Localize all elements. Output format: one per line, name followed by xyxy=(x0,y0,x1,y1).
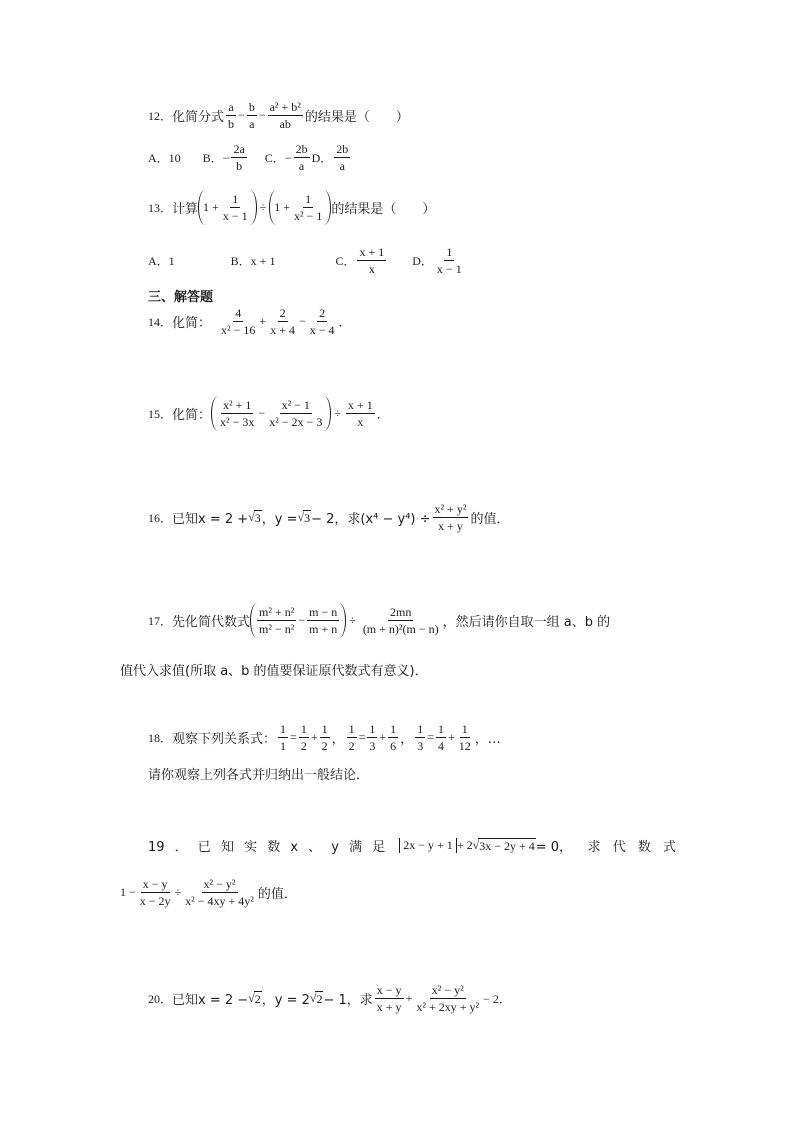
q12-option-c-frac: $\frac{2b}{a}$ xyxy=(295,142,308,173)
q20-frac-2: $\frac{\text{x² − y²}}{\text{x² + 2xy + y²}}$ xyxy=(416,983,480,1014)
q15-paren-group: $\frac{\text{x² + 1}}{\text{x² − 3x}}$ − $\frac{\text{x² − 1}}{\text{x² − 2x − 3}}$ xyxy=(211,396,331,431)
q14-number: 14． xyxy=(148,315,173,329)
question-12: 12． 化简分式 $\frac{a}{b}$ − $\frac{b}{a}$ − $\frac{\text{a² + b²}}{ab}$ 的结果是（ ） xyxy=(148,100,409,131)
q14-prefix: 化简： xyxy=(172,316,212,331)
q20-frac-1: $\frac{x - y}{x + y}$ xyxy=(376,983,402,1014)
question-19: 19 ． 已 知 实 数 x 、 y 满 足 2x − y + 1 + 2 √ 3x − 2y + 4 = 0， 求 代 数 式 xyxy=(148,838,676,855)
q13-option-c-frac: $\frac{x + 1}{x}$ xyxy=(359,245,385,276)
q13-options xyxy=(148,245,466,276)
q17-paren-group: $\frac{\text{m² + n²}}{\text{m² − n²}}$ − $\frac{m - n}{m + n}$ xyxy=(250,603,346,638)
q12-suffix: 的结果是（ ） xyxy=(304,110,409,125)
q17-frac-3: $\frac{2mn}{\text{(m + n)²(m − n)}}$ xyxy=(362,605,439,636)
q13-number: 13． xyxy=(148,201,173,215)
question-20: 20． 已知x = 2 − √ 2 ，y = 2 √ 2 − 1，求 $\frac{x - y}{x + y}$ + $\frac{\text{x² − y²}}{\text{x² + 2xy + y²}}$ − 2． xyxy=(148,983,511,1014)
q17-number: 17． xyxy=(148,614,173,628)
q13-option-d-label: D． xyxy=(412,254,433,268)
q13-left-paren-group: 1 + $\frac{1}{x - 1}$ xyxy=(198,190,257,225)
q19-line-2: 1 − $\frac{x - y}{x - 2y}$ ÷ $\frac{\text{x² − y²}}{\text{x² − 4xy + 4y²}}$ 的值． xyxy=(120,877,297,908)
q12-number: 12． xyxy=(148,109,173,123)
q19-frac-1: $\frac{x - y}{x - 2y}$ xyxy=(139,877,171,908)
q12-option-a: A．10 xyxy=(148,151,181,165)
q12-frac-3: $\frac{\text{a² + b²}}{ab}$ xyxy=(269,100,301,131)
q12-frac-1: $\frac{a}{b}$ xyxy=(228,100,235,131)
q16-frac: $\frac{\text{x² + y²}}{x + y}$ xyxy=(434,502,467,533)
q12-option-c-label: C．− xyxy=(264,151,292,165)
q20-number: 20． xyxy=(148,992,173,1006)
q19-root-expr: 3x − 2y + 4 xyxy=(479,838,535,853)
q12-option-b-label: B．− xyxy=(202,151,230,165)
question-16: 16． 已知x = 2 + √ 3 ，y = √ 3 − 2，求(x⁴ − y⁴) ÷ $\frac{\text{x² + y²}}{x + y}$ 的值． xyxy=(148,502,510,533)
q15-prefix: 化简： xyxy=(172,408,212,423)
q17-line-2: 值代入求值(所取 a、b 的值要保证原代数式有意义)． xyxy=(120,664,428,679)
q19-frac-2: $\frac{\text{x² − y²}}{\text{x² − 4xy + 4y²}}$ xyxy=(185,877,254,908)
q12-option-d-label: D． xyxy=(311,151,333,165)
q14-frac-1: $\frac{4}{\text{x² − 16}}$ xyxy=(221,306,256,337)
question-15: 15． 化简： $\frac{\text{x² + 1}}{\text{x² − 3x}}$ − $\frac{\text{x² − 1}}{\text{x² − 2x − 3}}$ ÷ $\frac{x + 1}{x}$ ． xyxy=(148,398,389,429)
q13-prefix: 计算 xyxy=(172,202,199,217)
q14-frac-3: $\frac{2}{x - 4}$ xyxy=(309,306,335,337)
question-17: 17． 先化简代数式 $\frac{\text{m² + n²}}{\text{m² − n²}}$ − $\frac{m - n}{m + n}$ ÷ $\frac{2mn}{\text{(m + n)²(m − n)}}$ ，然后请你自取一组 a、b 的 xyxy=(148,605,611,636)
q17-prefix: 先化简代数式 xyxy=(172,615,251,630)
q15-frac-3: $\frac{x + 1}{x}$ xyxy=(347,398,373,429)
q13-option-b: B．x + 1 xyxy=(230,254,276,268)
q13-right-paren-group: 1 + $\frac{1}{\text{x² − 1}}$ xyxy=(269,190,331,225)
q18-number: 18． xyxy=(148,731,173,745)
q16-number: 16． xyxy=(148,511,173,525)
question-18: 18． 观察下列关系式： $\frac{1}{1}$ = $\frac{1}{2}$ + $\frac{1}{2}$ ， $\frac{1}{2}$ = $\frac{1}{3}$ + $\frac{1}{6}$ ， $\frac{1}{3}$ = $\frac{1}{4}$ + $\frac{1}{12}$ ，… xyxy=(148,722,501,753)
q13-suffix: 的结果是（ ） xyxy=(331,202,436,217)
q12-option-b-frac: $\frac{2a}{b}$ xyxy=(233,142,245,173)
q12-prefix: 化简分式 xyxy=(172,110,225,125)
q12-option-d-frac: $\frac{2b}{a}$ xyxy=(336,142,349,173)
q12-frac-2: $\frac{b}{a}$ xyxy=(248,100,255,131)
q18-line-2: 请你观察上列各式并归纳出一般结论． xyxy=(148,768,370,783)
q13-option-a: A．1 xyxy=(148,254,175,268)
question-14: 14． 化简： $\frac{4}{\text{x² − 16}}$ + $\frac{2}{x + 4}$ − $\frac{2}{x - 4}$ ． xyxy=(148,306,351,337)
q13-option-d-frac: $\frac{1}{x - 1}$ xyxy=(436,245,462,276)
section-header-3: 三、解答题 xyxy=(148,290,214,305)
q14-frac-2: $\frac{2}{x + 4}$ xyxy=(270,306,295,337)
q15-number: 15． xyxy=(148,407,173,421)
q12-options xyxy=(148,142,352,173)
question-13: 13． 计算 1 + $\frac{1}{x - 1}$ ÷ 1 + $\frac{1}{\text{x² − 1}}$ 的结果是（ ） xyxy=(148,192,436,223)
q18-prefix: 观察下列关系式： xyxy=(172,732,277,747)
q13-option-c-label: C． xyxy=(335,254,356,268)
q19-abs-expr: 2x − y + 1 xyxy=(399,838,457,853)
